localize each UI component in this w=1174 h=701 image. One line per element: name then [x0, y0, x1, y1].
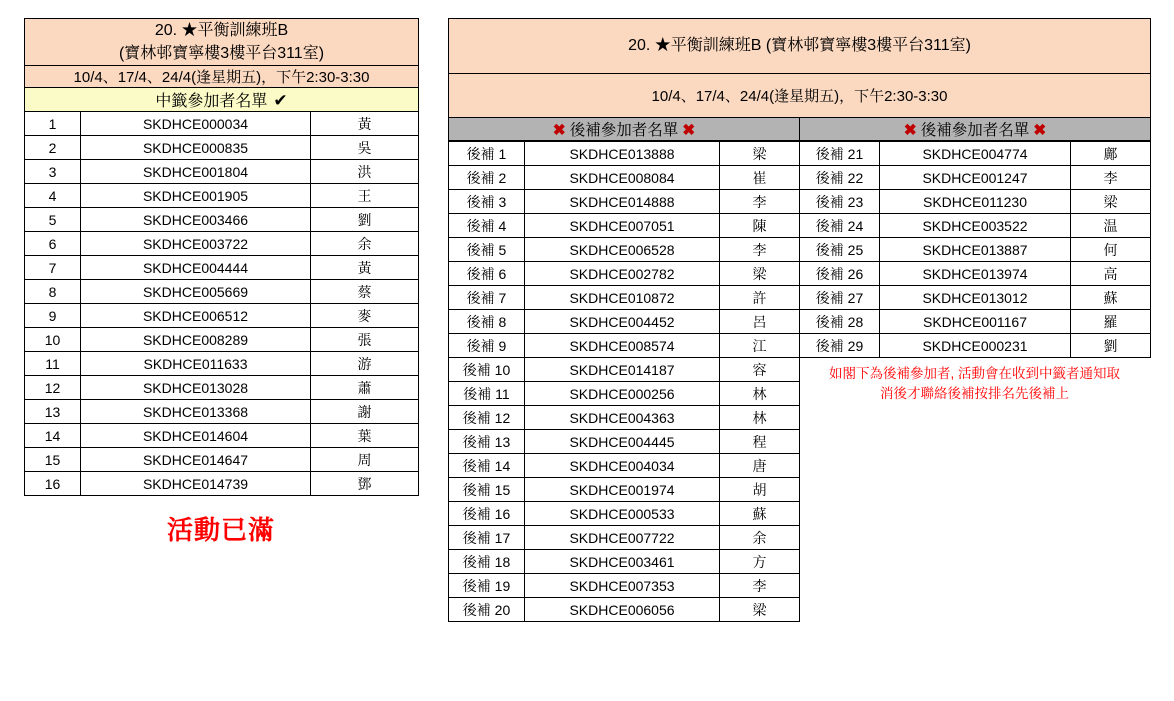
- row-number: 後補 18: [449, 550, 525, 574]
- row-registration-id: SKDHCE004444: [81, 256, 311, 280]
- row-surname: 張: [311, 328, 419, 352]
- left-title-line1: 20. ★平衡訓練班B: [154, 22, 289, 39]
- waitlist-panel: [448, 18, 1150, 622]
- table-row: [800, 334, 1151, 358]
- waitlist-note-line2: 消後才聯絡後補按排名先後補上: [880, 386, 1069, 402]
- row-number: 後補 8: [449, 310, 525, 334]
- table-row: [25, 136, 419, 160]
- row-surname: 蕭: [311, 376, 419, 400]
- table-row: [449, 502, 800, 526]
- waitlist-header-table: [448, 18, 1151, 141]
- table-row: [25, 256, 419, 280]
- row-surname: 葉: [311, 424, 419, 448]
- row-number: 後補 9: [449, 334, 525, 358]
- row-surname: 程: [720, 430, 800, 454]
- row-registration-id: SKDHCE001804: [81, 160, 311, 184]
- row-surname: 温: [1071, 214, 1151, 238]
- row-registration-id: SKDHCE014647: [81, 448, 311, 472]
- row-surname: 蘇: [1071, 286, 1151, 310]
- row-registration-id: SKDHCE005669: [81, 280, 311, 304]
- row-registration-id: SKDHCE008289: [81, 328, 311, 352]
- waitlist-right-body: [800, 142, 1151, 358]
- balloted-rows-body: [25, 112, 419, 496]
- table-row: [25, 424, 419, 448]
- row-surname: 呂: [720, 310, 800, 334]
- row-surname: 周: [311, 448, 419, 472]
- waitlist-header-right-text: 後補參加者名單: [920, 122, 1030, 140]
- table-row: [449, 238, 800, 262]
- x-icon-right-start: ✖: [903, 122, 917, 140]
- row-number: 後補 25: [800, 238, 880, 262]
- row-number: 後補 6: [449, 262, 525, 286]
- row-registration-id: SKDHCE006056: [525, 598, 720, 622]
- table-row: [25, 208, 419, 232]
- row-number: 14: [25, 424, 81, 448]
- row-registration-id: SKDHCE014187: [525, 358, 720, 382]
- row-surname: 何: [1071, 238, 1151, 262]
- table-row: [449, 382, 800, 406]
- row-number: 後補 12: [449, 406, 525, 430]
- row-surname: 梁: [720, 262, 800, 286]
- row-number: 11: [25, 352, 81, 376]
- row-registration-id: SKDHCE010872: [525, 286, 720, 310]
- table-row: [800, 286, 1151, 310]
- table-row: [449, 190, 800, 214]
- row-surname: 余: [720, 526, 800, 550]
- row-number: 後補 20: [449, 598, 525, 622]
- right-title-cell: 20. ★平衡訓練班B (寶林邨寶寧樓3樓平台311室): [449, 19, 1151, 74]
- row-surname: 梁: [720, 142, 800, 166]
- row-number: 16: [25, 472, 81, 496]
- row-number: 後補 28: [800, 310, 880, 334]
- waitlist-note: [799, 358, 1150, 409]
- table-row: [449, 334, 800, 358]
- row-registration-id: SKDHCE000034: [81, 112, 311, 136]
- waitlist-columns: [448, 141, 1150, 622]
- table-row: [449, 358, 800, 382]
- row-number: 後補 21: [800, 142, 880, 166]
- table-row: [25, 400, 419, 424]
- row-number: 3: [25, 160, 81, 184]
- row-surname: 崔: [720, 166, 800, 190]
- row-number: 後補 10: [449, 358, 525, 382]
- row-surname: 陳: [720, 214, 800, 238]
- row-number: 後補 11: [449, 382, 525, 406]
- row-registration-id: SKDHCE004774: [880, 142, 1071, 166]
- row-surname: 余: [311, 232, 419, 256]
- row-registration-id: SKDHCE000231: [880, 334, 1071, 358]
- left-title-row: [25, 19, 419, 66]
- waitlist-note-line1: 如閣下為後補參加者, 活動會在收到中籤者通知取: [828, 366, 1120, 382]
- row-number: 後補 3: [449, 190, 525, 214]
- row-number: 後補 24: [800, 214, 880, 238]
- row-registration-id: SKDHCE008084: [525, 166, 720, 190]
- right-list-header-row: [449, 118, 1151, 141]
- row-registration-id: SKDHCE004034: [525, 454, 720, 478]
- row-surname: 游: [311, 352, 419, 376]
- row-number: 9: [25, 304, 81, 328]
- row-registration-id: SKDHCE003522: [880, 214, 1071, 238]
- row-registration-id: SKDHCE013888: [525, 142, 720, 166]
- table-row: [25, 352, 419, 376]
- row-number: 後補 1: [449, 142, 525, 166]
- row-surname: 梁: [720, 598, 800, 622]
- table-row: [25, 184, 419, 208]
- row-registration-id: SKDHCE001247: [880, 166, 1071, 190]
- waitlist-table-left: [448, 141, 800, 622]
- row-number: 15: [25, 448, 81, 472]
- table-row: [25, 232, 419, 256]
- row-surname: 鄧: [311, 472, 419, 496]
- row-surname: 吳: [311, 136, 419, 160]
- row-registration-id: SKDHCE013368: [81, 400, 311, 424]
- table-row: [25, 448, 419, 472]
- row-registration-id: SKDHCE003466: [81, 208, 311, 232]
- balloted-list-header: [25, 88, 419, 112]
- row-number: 後補 7: [449, 286, 525, 310]
- x-icon-right-end: ✖: [1033, 122, 1047, 140]
- event-full-message: 活動已滿: [166, 515, 275, 546]
- row-number: 後補 15: [449, 478, 525, 502]
- table-row: [800, 142, 1151, 166]
- table-row: [800, 238, 1151, 262]
- waitlist-left-body: [449, 142, 800, 622]
- row-number: 5: [25, 208, 81, 232]
- row-registration-id: SKDHCE000835: [81, 136, 311, 160]
- row-registration-id: SKDHCE013887: [880, 238, 1071, 262]
- row-number: 6: [25, 232, 81, 256]
- row-number: 後補 26: [800, 262, 880, 286]
- row-registration-id: SKDHCE007353: [525, 574, 720, 598]
- row-number: 後補 22: [800, 166, 880, 190]
- row-number: 後補 14: [449, 454, 525, 478]
- row-number: 後補 23: [800, 190, 880, 214]
- table-row: [449, 286, 800, 310]
- row-registration-id: SKDHCE004452: [525, 310, 720, 334]
- row-number: 後補 17: [449, 526, 525, 550]
- table-row: [449, 478, 800, 502]
- row-number: 後補 27: [800, 286, 880, 310]
- table-row: [449, 310, 800, 334]
- row-number: 後補 29: [800, 334, 880, 358]
- balloted-table: [24, 18, 419, 496]
- waitlist-header-left-text: 後補參加者名單: [569, 122, 679, 140]
- row-surname: 劉: [311, 208, 419, 232]
- row-registration-id: SKDHCE002782: [525, 262, 720, 286]
- table-row: [25, 160, 419, 184]
- row-registration-id: SKDHCE000256: [525, 382, 720, 406]
- table-row: [449, 550, 800, 574]
- left-date-cell: 10/4、17/4、24/4(逢星期五)，下午2:30-3:30: [25, 66, 419, 88]
- table-row: [800, 190, 1151, 214]
- waitlist-table-right: [799, 141, 1151, 358]
- row-surname: 梁: [1071, 190, 1151, 214]
- x-icon-left-start: ✖: [552, 122, 566, 140]
- row-registration-id: SKDHCE011633: [81, 352, 311, 376]
- row-surname: 唐: [720, 454, 800, 478]
- table-row: [449, 142, 800, 166]
- row-surname: 羅: [1071, 310, 1151, 334]
- row-number: 4: [25, 184, 81, 208]
- balloted-list-panel: [24, 18, 418, 547]
- row-registration-id: SKDHCE003461: [525, 550, 720, 574]
- row-registration-id: SKDHCE004363: [525, 406, 720, 430]
- table-row: [449, 214, 800, 238]
- table-row: [25, 376, 419, 400]
- row-number: 後補 5: [449, 238, 525, 262]
- table-row: [800, 310, 1151, 334]
- row-surname: 黃: [311, 112, 419, 136]
- row-surname: 林: [720, 406, 800, 430]
- row-registration-id: SKDHCE001905: [81, 184, 311, 208]
- row-registration-id: SKDHCE014604: [81, 424, 311, 448]
- row-surname: 高: [1071, 262, 1151, 286]
- row-surname: 蘇: [720, 502, 800, 526]
- row-surname: 謝: [311, 400, 419, 424]
- check-icon: ✔: [273, 91, 288, 111]
- table-row: [449, 262, 800, 286]
- x-icon-left-end: ✖: [682, 122, 696, 140]
- row-registration-id: SKDHCE008574: [525, 334, 720, 358]
- row-number: 後補 4: [449, 214, 525, 238]
- row-surname: 麥: [311, 304, 419, 328]
- row-registration-id: SKDHCE014739: [81, 472, 311, 496]
- table-row: [25, 112, 419, 136]
- row-surname: 李: [1071, 166, 1151, 190]
- table-row: [449, 526, 800, 550]
- row-surname: 劉: [1071, 334, 1151, 358]
- row-registration-id: SKDHCE007722: [525, 526, 720, 550]
- waitlist-header-right: [800, 118, 1151, 141]
- waitlist-header-left: [449, 118, 800, 141]
- row-registration-id: SKDHCE004445: [525, 430, 720, 454]
- row-surname: 鄺: [1071, 142, 1151, 166]
- row-surname: 洪: [311, 160, 419, 184]
- right-title-row: [449, 19, 1151, 74]
- row-surname: 王: [311, 184, 419, 208]
- waitlist-column-left: [448, 141, 799, 622]
- row-surname: 李: [720, 190, 800, 214]
- row-number: 後補 2: [449, 166, 525, 190]
- row-number: 2: [25, 136, 81, 160]
- table-row: [449, 166, 800, 190]
- table-row: [449, 574, 800, 598]
- row-surname: 林: [720, 382, 800, 406]
- row-surname: 李: [720, 238, 800, 262]
- table-row: [449, 430, 800, 454]
- row-registration-id: SKDHCE013012: [880, 286, 1071, 310]
- table-row: [25, 280, 419, 304]
- left-date-row: [25, 66, 419, 88]
- row-registration-id: SKDHCE001167: [880, 310, 1071, 334]
- left-list-header-row: [25, 88, 419, 112]
- row-registration-id: SKDHCE011230: [880, 190, 1071, 214]
- right-date-cell: 10/4、17/4、24/4(逢星期五)，下午2:30-3:30: [449, 74, 1151, 118]
- left-title-line2: (寶林邨寶寧樓3樓平台311室): [118, 45, 325, 63]
- row-number: 10: [25, 328, 81, 352]
- row-registration-id: SKDHCE000533: [525, 502, 720, 526]
- table-row: [800, 166, 1151, 190]
- row-registration-id: SKDHCE001974: [525, 478, 720, 502]
- row-number: 後補 16: [449, 502, 525, 526]
- table-row: [25, 328, 419, 352]
- row-surname: 江: [720, 334, 800, 358]
- row-surname: 李: [720, 574, 800, 598]
- table-row: [800, 214, 1151, 238]
- row-registration-id: SKDHCE006528: [525, 238, 720, 262]
- right-date-row: [449, 74, 1151, 118]
- row-surname: 方: [720, 550, 800, 574]
- table-row: [25, 472, 419, 496]
- row-number: 13: [25, 400, 81, 424]
- table-row: [800, 262, 1151, 286]
- table-row: [449, 406, 800, 430]
- row-registration-id: SKDHCE003722: [81, 232, 311, 256]
- row-number: 12: [25, 376, 81, 400]
- row-registration-id: SKDHCE014888: [525, 190, 720, 214]
- row-registration-id: SKDHCE007051: [525, 214, 720, 238]
- row-number: 1: [25, 112, 81, 136]
- row-surname: 黃: [311, 256, 419, 280]
- waitlist-column-right: [799, 141, 1150, 622]
- row-number: 7: [25, 256, 81, 280]
- row-registration-id: SKDHCE006512: [81, 304, 311, 328]
- row-surname: 蔡: [311, 280, 419, 304]
- left-title-cell: [25, 19, 419, 66]
- row-surname: 容: [720, 358, 800, 382]
- balloted-list-header-text: 中籤參加者名單: [155, 93, 268, 111]
- table-row: [25, 304, 419, 328]
- row-number: 8: [25, 280, 81, 304]
- table-row: [449, 598, 800, 622]
- row-registration-id: SKDHCE013974: [880, 262, 1071, 286]
- row-registration-id: SKDHCE013028: [81, 376, 311, 400]
- table-row: [449, 454, 800, 478]
- row-surname: 許: [720, 286, 800, 310]
- row-surname: 胡: [720, 478, 800, 502]
- row-number: 後補 19: [449, 574, 525, 598]
- row-number: 後補 13: [449, 430, 525, 454]
